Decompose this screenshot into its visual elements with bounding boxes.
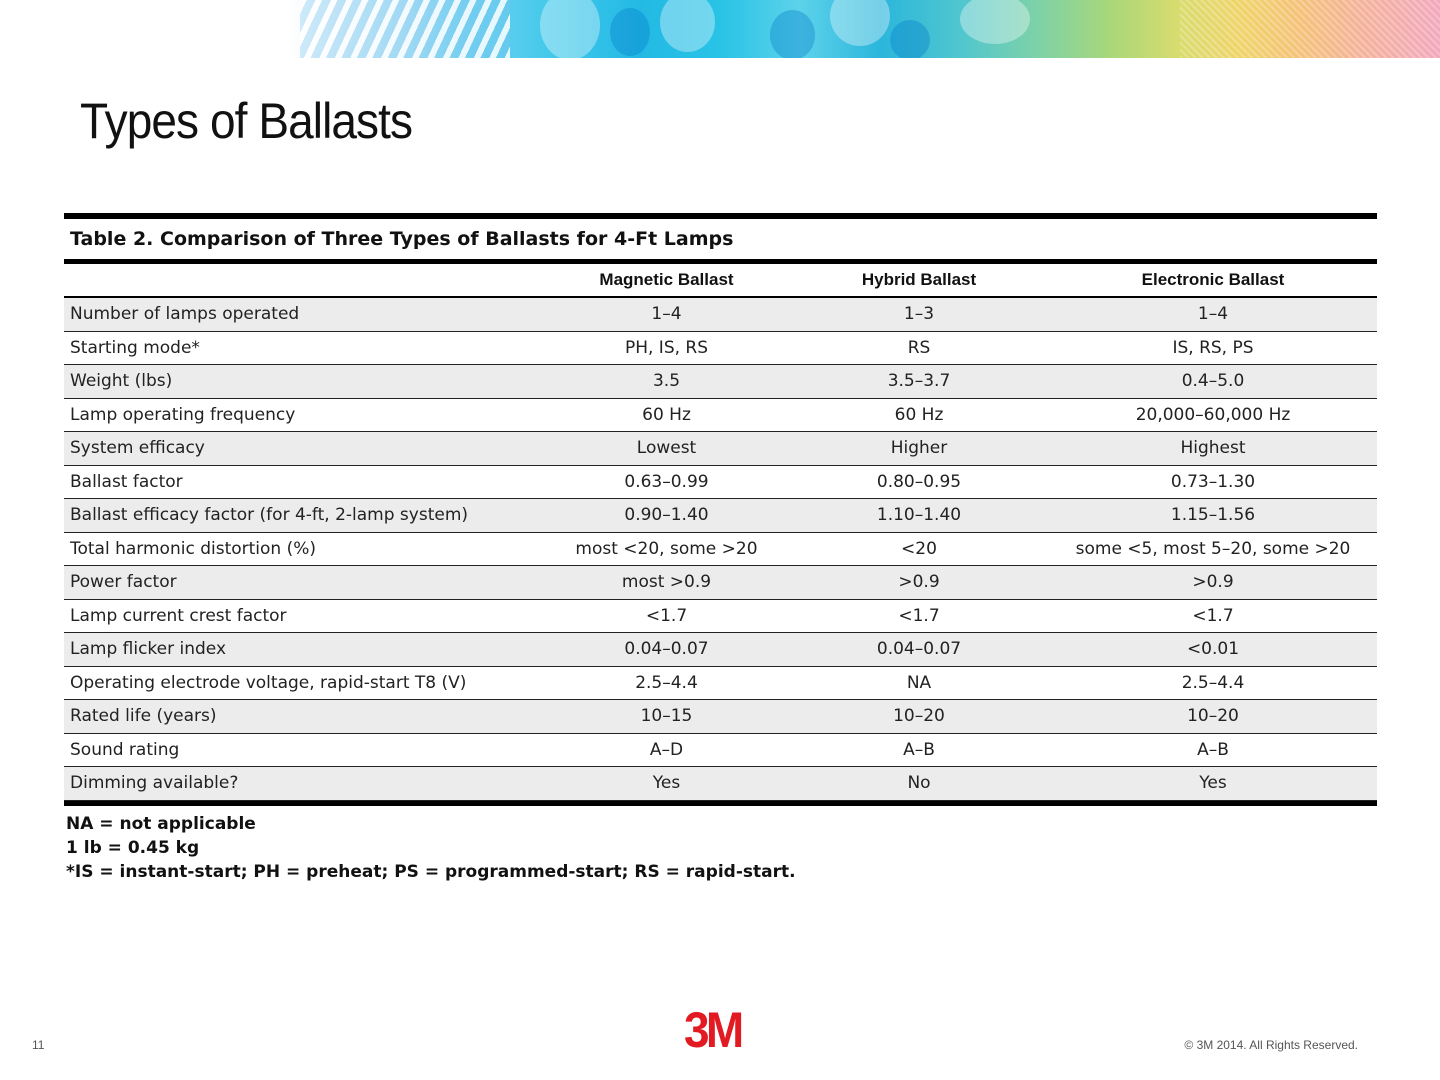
magnetic-value: PH, IS, RS bbox=[544, 331, 789, 365]
table-row bbox=[64, 532, 1377, 566]
table-row bbox=[64, 432, 1377, 466]
electronic-value: 1.15–1.56 bbox=[1049, 499, 1377, 533]
row-label: Total harmonic distortion (%) bbox=[64, 532, 544, 566]
electronic-value: >0.9 bbox=[1049, 566, 1377, 600]
magnetic-value: most >0.9 bbox=[544, 566, 789, 600]
banner-texture bbox=[1180, 0, 1440, 58]
magnetic-value: 1–4 bbox=[544, 297, 789, 331]
banner-bubble bbox=[540, 0, 600, 58]
table-row bbox=[64, 331, 1377, 365]
table-bottom-rule bbox=[64, 801, 1377, 806]
electronic-value: Highest bbox=[1049, 432, 1377, 466]
table-row bbox=[64, 666, 1377, 700]
slide-title: Types of Ballasts bbox=[80, 93, 413, 149]
table-row bbox=[64, 465, 1377, 499]
hybrid-value: No bbox=[789, 767, 1049, 801]
hybrid-value: >0.9 bbox=[789, 566, 1049, 600]
magnetic-value: 0.04–0.07 bbox=[544, 633, 789, 667]
row-label: Starting mode* bbox=[64, 331, 544, 365]
electronic-value: <0.01 bbox=[1049, 633, 1377, 667]
table-row bbox=[64, 566, 1377, 600]
hybrid-value: <20 bbox=[789, 532, 1049, 566]
3m-logo: 3M bbox=[684, 1002, 741, 1058]
row-label: Rated life (years) bbox=[64, 700, 544, 734]
banner-bubble bbox=[610, 8, 650, 56]
table-row bbox=[64, 398, 1377, 432]
page-number: 11 bbox=[32, 1038, 45, 1052]
table-row bbox=[64, 599, 1377, 633]
hybrid-value: 0.80–0.95 bbox=[789, 465, 1049, 499]
electronic-value: 0.4–5.0 bbox=[1049, 365, 1377, 399]
table-header-row bbox=[64, 264, 1377, 297]
banner-bubble bbox=[660, 0, 715, 52]
header-magnetic-ballast: Magnetic Ballast bbox=[544, 264, 789, 297]
electronic-value: <1.7 bbox=[1049, 599, 1377, 633]
electronic-value: 20,000–60,000 Hz bbox=[1049, 398, 1377, 432]
row-label: Power factor bbox=[64, 566, 544, 600]
row-label: Lamp flicker index bbox=[64, 633, 544, 667]
hybrid-value: 3.5–3.7 bbox=[789, 365, 1049, 399]
footnote-unit: 1 lb = 0.45 kg bbox=[66, 837, 200, 858]
hybrid-value: NA bbox=[789, 666, 1049, 700]
row-label: Lamp current crest factor bbox=[64, 599, 544, 633]
row-label: Number of lamps operated bbox=[64, 297, 544, 331]
magnetic-value: 2.5–4.4 bbox=[544, 666, 789, 700]
row-label: System efficacy bbox=[64, 432, 544, 466]
row-label: Weight (lbs) bbox=[64, 365, 544, 399]
copyright-notice: © 3M 2014. All Rights Reserved. bbox=[1184, 1038, 1358, 1052]
magnetic-value: <1.7 bbox=[544, 599, 789, 633]
electronic-value: 2.5–4.4 bbox=[1049, 666, 1377, 700]
electronic-value: Yes bbox=[1049, 767, 1377, 801]
hybrid-value: 0.04–0.07 bbox=[789, 633, 1049, 667]
electronic-value: IS, RS, PS bbox=[1049, 331, 1377, 365]
ballast-comparison-table bbox=[64, 213, 1377, 884]
banner-bubble bbox=[960, 0, 1030, 44]
table-row bbox=[64, 767, 1377, 801]
hybrid-value: 1–3 bbox=[789, 297, 1049, 331]
hybrid-value: 10–20 bbox=[789, 700, 1049, 734]
banner-bubble bbox=[830, 0, 890, 46]
row-label: Operating electrode voltage, rapid-start T8 (V) bbox=[64, 666, 544, 700]
header-empty bbox=[64, 264, 544, 297]
electronic-value: A–B bbox=[1049, 733, 1377, 767]
footnote-na: NA = not applicable bbox=[66, 813, 256, 834]
hybrid-value: A–B bbox=[789, 733, 1049, 767]
table-row bbox=[64, 700, 1377, 734]
magnetic-value: 60 Hz bbox=[544, 398, 789, 432]
row-label: Dimming available? bbox=[64, 767, 544, 801]
row-label: Sound rating bbox=[64, 733, 544, 767]
magnetic-value: 3.5 bbox=[544, 365, 789, 399]
magnetic-value: most <20, some >20 bbox=[544, 532, 789, 566]
table-row bbox=[64, 297, 1377, 331]
row-label: Lamp operating frequency bbox=[64, 398, 544, 432]
magnetic-value: A–D bbox=[544, 733, 789, 767]
electronic-value: 10–20 bbox=[1049, 700, 1377, 734]
row-label: Ballast efficacy factor (for 4-ft, 2-lamp system) bbox=[64, 499, 544, 533]
comparison-table-grid bbox=[64, 264, 1377, 801]
table-caption: Table 2. Comparison of Three Types of Ballasts for 4-Ft Lamps bbox=[70, 228, 734, 250]
banner-bubble bbox=[890, 20, 930, 58]
hybrid-value: 60 Hz bbox=[789, 398, 1049, 432]
magnetic-value: 0.90–1.40 bbox=[544, 499, 789, 533]
electronic-value: 1–4 bbox=[1049, 297, 1377, 331]
magnetic-value: Lowest bbox=[544, 432, 789, 466]
hybrid-value: 1.10–1.40 bbox=[789, 499, 1049, 533]
footnote-abbreviations: *IS = instant-start; PH = preheat; PS = programmed-start; RS = rapid-start. bbox=[66, 861, 796, 882]
hybrid-value: <1.7 bbox=[789, 599, 1049, 633]
banner-bubble bbox=[770, 10, 815, 58]
magnetic-value: 0.63–0.99 bbox=[544, 465, 789, 499]
electronic-value: 0.73–1.30 bbox=[1049, 465, 1377, 499]
table-row bbox=[64, 365, 1377, 399]
electronic-value: some <5, most 5–20, some >20 bbox=[1049, 532, 1377, 566]
banner-stripes bbox=[300, 0, 510, 58]
table-row bbox=[64, 733, 1377, 767]
magnetic-value: 10–15 bbox=[544, 700, 789, 734]
hybrid-value: RS bbox=[789, 331, 1049, 365]
table-row bbox=[64, 499, 1377, 533]
table-footnotes bbox=[64, 812, 1377, 884]
decorative-banner bbox=[0, 0, 1440, 58]
hybrid-value: Higher bbox=[789, 432, 1049, 466]
header-electronic-ballast: Electronic Ballast bbox=[1049, 264, 1377, 297]
header-hybrid-ballast: Hybrid Ballast bbox=[789, 264, 1049, 297]
table-row bbox=[64, 633, 1377, 667]
row-label: Ballast factor bbox=[64, 465, 544, 499]
magnetic-value: Yes bbox=[544, 767, 789, 801]
